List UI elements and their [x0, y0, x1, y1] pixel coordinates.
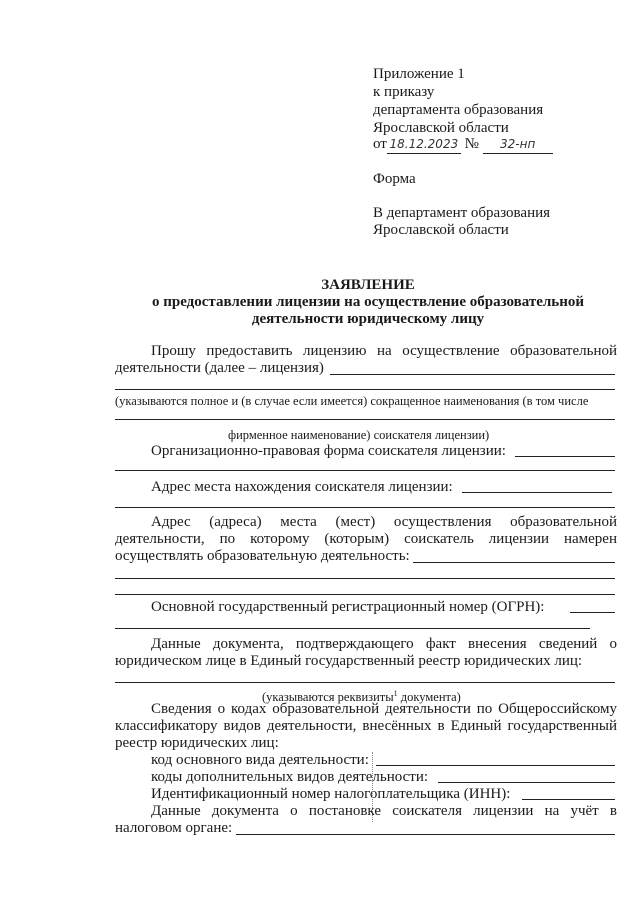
form-label: Форма: [373, 171, 416, 187]
tax-registration-field[interactable]: [236, 834, 615, 835]
ogrn-field-2[interactable]: [115, 628, 590, 629]
p9-line-2: налоговом органе:: [115, 820, 233, 836]
order-date-line: [373, 136, 553, 154]
egrul-document-field[interactable]: [115, 682, 615, 683]
p7-line-1: Сведения о кодах образовательной деятельности по Общероссийскому: [151, 701, 617, 717]
handwritten-date: 18.12.2023: [387, 136, 461, 154]
p3-label: Адрес места нахождения соискателя лицензии:: [151, 479, 453, 495]
document-title: ЗАЯВЛЕНИЕ: [321, 277, 415, 293]
p1-note-2: фирменное наименование) соискателя лицензии): [228, 428, 490, 442]
document-subtitle-1: о предоставлении лицензии на осуществление образовательной: [151, 294, 585, 310]
main-code-field[interactable]: [376, 765, 615, 766]
company-name-field-3[interactable]: [115, 419, 615, 420]
addressee-line-2: Ярославской области: [373, 222, 509, 238]
main-code-label: код основного вида деятельности:: [151, 752, 369, 768]
address-field[interactable]: [462, 492, 612, 493]
p6-line-1: Данные документа, подтверждающего факт внесения сведений о: [151, 636, 617, 652]
p7-line-2: классификатору видов деятельности, внесённых в Единый государственный: [115, 718, 617, 734]
handwritten-number: 32-нп: [483, 136, 553, 154]
p1-line-2: деятельности (далее – лицензия): [115, 360, 324, 376]
p9-line-1: Данные документа о постановке соискателя лицензии на учёт в: [151, 803, 617, 819]
company-name-field[interactable]: [330, 374, 615, 375]
activity-address-field-2[interactable]: [115, 578, 615, 579]
p7-line-3: реестр юридических лиц:: [115, 735, 279, 751]
region-label: Ярославской области: [373, 120, 509, 136]
department-label: департамента образования: [373, 102, 544, 118]
p4-line-1: Адрес (адреса) места (мест) осуществления образовательной: [151, 514, 617, 530]
number-prefix: №: [464, 136, 479, 152]
addressee-line-1: В департамент образования: [373, 205, 551, 221]
appendix-label: Приложение 1: [373, 66, 465, 82]
p1-line-1: Прошу предоставить лицензию на осуществление образовательной: [151, 343, 617, 359]
order-label: к приказу: [373, 84, 435, 100]
p4-line-2: деятельности, по которому (которым) соискатель лицензии намерен: [115, 531, 617, 547]
p5-label: Основной государственный регистрационный номер (ОГРН):: [151, 599, 545, 615]
p2-label: Организационно-правовая форма соискателя лицензии:: [151, 443, 506, 459]
p4-line-3: осуществлять образовательную деятельность:: [115, 548, 410, 564]
p1-note-1: (указываются полное и (в случае если имеется) сокращенное наименования (в том числе: [115, 394, 589, 408]
ogrn-field[interactable]: [570, 612, 615, 613]
inn-label: Идентификационный номер налогоплательщика (ИНН):: [151, 786, 511, 802]
company-name-field-2[interactable]: [115, 389, 615, 390]
legal-form-field[interactable]: [515, 456, 615, 457]
p6-note-end: документа): [397, 690, 461, 705]
legal-form-field-2[interactable]: [115, 470, 615, 471]
inn-field[interactable]: [522, 799, 615, 800]
activity-address-field[interactable]: [413, 562, 615, 563]
footnote-marker: 1: [393, 689, 398, 698]
p6-line-2: юридическом лице в Единый государственный реестр юридических лиц:: [115, 653, 583, 669]
p6-note-text: (указываются реквизиты: [262, 690, 394, 705]
additional-codes-label: коды дополнительных видов деятельности:: [151, 769, 429, 785]
document-subtitle-2: деятельности юридическому лицу: [251, 311, 485, 327]
activity-address-field-3[interactable]: [115, 594, 615, 595]
from-prefix: от: [373, 136, 387, 152]
address-field-2[interactable]: [115, 507, 615, 508]
additional-codes-field[interactable]: [438, 782, 615, 783]
